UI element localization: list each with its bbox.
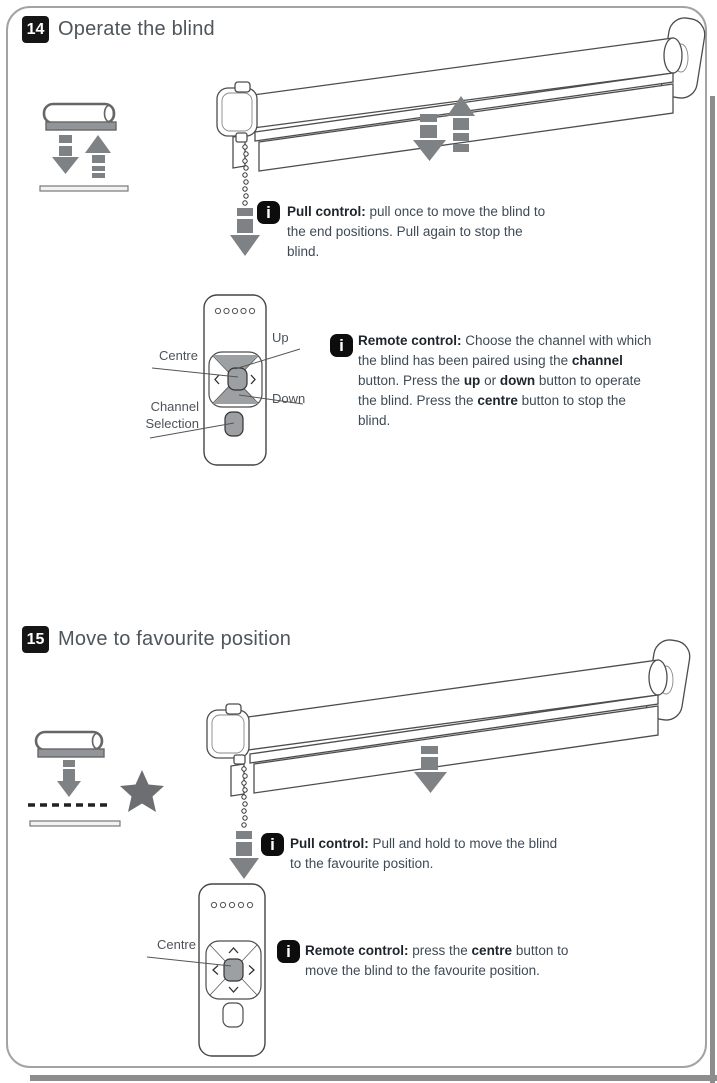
- centre-label: Centre: [158, 348, 198, 363]
- section-14-header: [22, 16, 215, 43]
- centre-label: Centre: [156, 937, 196, 952]
- star-icon: [120, 770, 164, 812]
- favourite-position-icon: [20, 722, 162, 828]
- step-number-badge: 15: [22, 626, 49, 653]
- scan-edge-right: [710, 96, 715, 1083]
- blind-up-down-icon: [28, 95, 138, 197]
- step-number-badge: 14: [22, 16, 49, 43]
- down-label: Down: [272, 391, 306, 406]
- scan-edge-bottom: [30, 1075, 717, 1081]
- section-title: Move to favourite position: [58, 628, 292, 650]
- remote-control-instruction: Remote control: press the centre button to move the blind to the favourite position.: [305, 943, 569, 978]
- remote-label-leader-lines: [140, 290, 325, 460]
- info-icon: i: [257, 201, 280, 224]
- pull-chain-down-arrow: [230, 208, 260, 256]
- pull-chain-down-arrow: [229, 831, 259, 879]
- channel-selection-button: [223, 1003, 243, 1027]
- section-title: Operate the blind: [58, 18, 215, 40]
- info-icon: i: [277, 940, 300, 963]
- remote-control-instruction: Remote control: Choose the channel with which the blind has been paired using the channel button. Press the up or down button to operate the blind. Press the centre button to stop the blind.: [358, 333, 652, 428]
- pull-control-instruction: Pull control: Pull and hold to move the blind to the favourite position.: [290, 836, 558, 871]
- up-label: Up: [272, 330, 289, 345]
- pull-control-instruction: Pull control: pull once to move the blind to the end positions. Pull again to stop the blind.: [287, 204, 546, 259]
- info-icon: i: [330, 334, 353, 357]
- down-arrow: [57, 760, 81, 797]
- info-icon: i: [261, 833, 284, 856]
- channel-selection-label: Channel Selection: [145, 399, 199, 431]
